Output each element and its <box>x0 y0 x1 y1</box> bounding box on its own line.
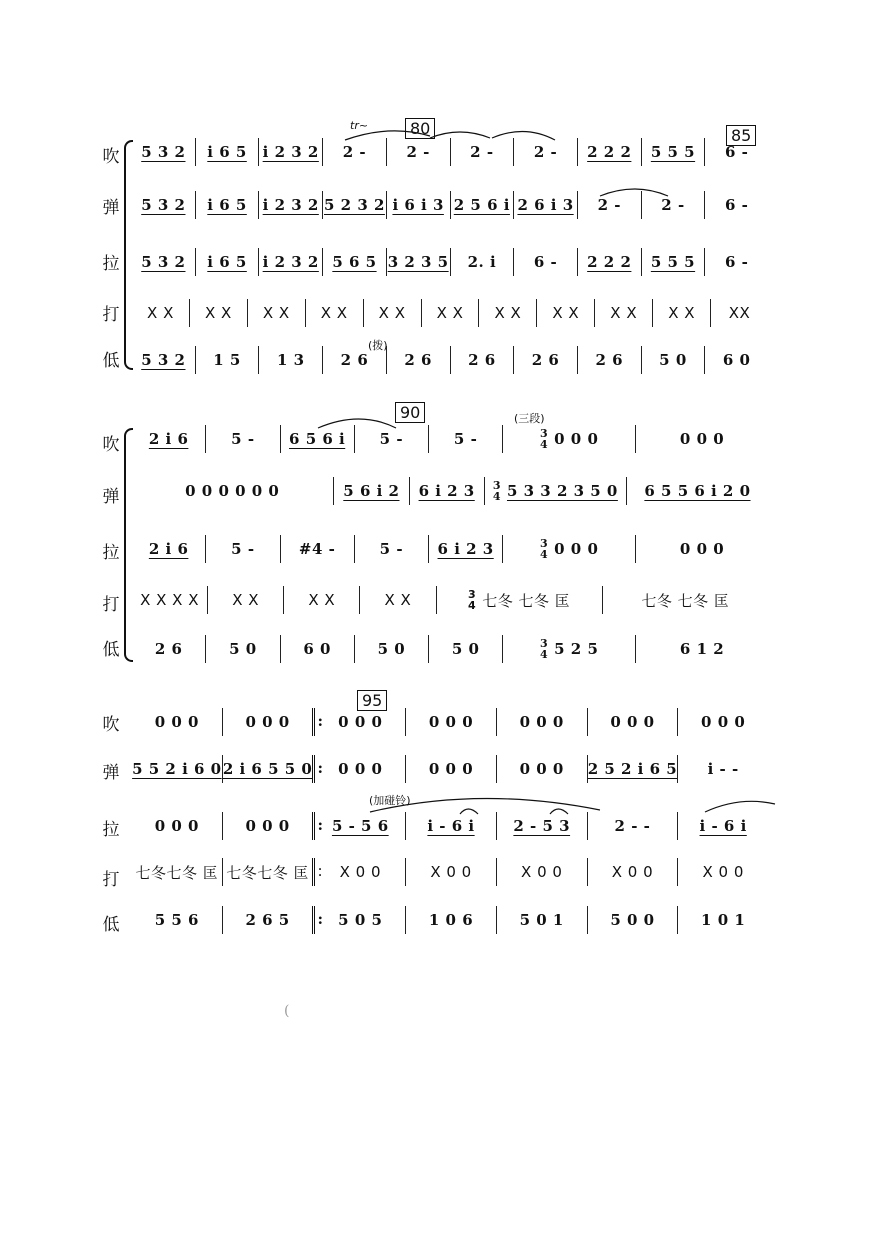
measure: 2. i <box>450 248 514 276</box>
measure: 5 5 5 <box>641 248 705 276</box>
measure: 2 - <box>322 138 386 166</box>
measure: X X <box>147 304 174 322</box>
measure: 1 3 <box>258 346 322 374</box>
instrument-label-bowed: 拉 <box>102 543 120 563</box>
measure: 0 0 0 <box>635 425 768 453</box>
measure: 七冬七冬 匡 <box>135 863 219 882</box>
measure: 2 - <box>386 138 450 166</box>
measure: X X <box>536 299 594 327</box>
measure: 5 0 <box>641 346 705 374</box>
measure: X X <box>363 299 421 327</box>
measure: X 0 0 <box>677 858 768 886</box>
measure: 5 3 2 <box>141 253 186 271</box>
measure: 0 0 0 0 0 0 <box>185 482 280 500</box>
measure: X X <box>421 299 479 327</box>
measure: 2 2 2 <box>577 248 641 276</box>
measure: 6 - <box>704 138 768 166</box>
instrument-label-plucked: 弹 <box>102 198 120 218</box>
instrument-label-bowed: 拉 <box>102 254 120 274</box>
measure: 5 0 <box>428 635 502 663</box>
measure: X 0 0 <box>496 858 587 886</box>
measure: 0 0 0 <box>635 535 768 563</box>
measure: i 2 3 2 <box>258 191 322 219</box>
measure: 2 6 <box>450 346 514 374</box>
instrument-label-bass: 低 <box>102 640 120 660</box>
measure: 2 i 6 <box>148 430 189 448</box>
measure: 5 3 2 <box>141 196 186 214</box>
instrument-label-percussion: 打 <box>102 305 120 325</box>
measure: 6 0 <box>280 635 354 663</box>
measure: 0 0 0 <box>677 708 768 736</box>
measure: X X <box>247 299 305 327</box>
measure: 5 5 2 i 6 0 <box>132 760 222 778</box>
trill-mark: tr~ <box>350 119 369 132</box>
measure: 6 0 <box>704 346 768 374</box>
measure: 2 - - <box>587 812 678 840</box>
part-row-bowed <box>132 812 768 840</box>
measure: 0 0 0 <box>587 708 678 736</box>
time-signature: 3 4 <box>539 637 549 661</box>
rehearsal-mark-80: 80 <box>405 118 435 139</box>
measure: 2 6 <box>322 346 386 374</box>
measure: 七冬七冬 匡 <box>222 858 313 886</box>
measure: X X <box>478 299 536 327</box>
section-annotation: (三段) <box>514 412 545 425</box>
measure: 5 6 5 <box>322 248 386 276</box>
time-signature: 3 4 <box>492 479 501 503</box>
measure: X 0 0 <box>405 858 496 886</box>
measure: 3 4 5 3 3 2 3 5 0 <box>484 477 626 505</box>
measure: 2 6 <box>154 640 183 658</box>
measure: 3 2 3 5 <box>386 248 450 276</box>
measure: 2 i 6 5 5 0 <box>222 755 313 783</box>
instrument-label-plucked: 弹 <box>102 763 120 783</box>
measure: 6 1 2 <box>635 635 768 663</box>
instrument-label-percussion: 打 <box>102 870 120 890</box>
pluck-annotation: (拨) <box>368 339 388 352</box>
measure: 5 0 <box>205 635 279 663</box>
measure: 5 0 0 <box>587 906 678 934</box>
measure: 1 5 <box>195 346 259 374</box>
rehearsal-mark-85: 85 <box>726 125 756 146</box>
bell-annotation: (加碰铃) <box>369 794 411 807</box>
measure: 2 5 6 i <box>450 191 514 219</box>
measure: 2 6 <box>386 346 450 374</box>
measure: 5 - <box>205 535 279 563</box>
rehearsal-mark-90: 90 <box>395 402 425 423</box>
part-row-plucked <box>132 755 768 783</box>
time-signature: 3 4 <box>468 588 477 612</box>
measure: 6 - <box>704 248 768 276</box>
measure: 0 0 0 <box>496 755 587 783</box>
measure: X X <box>189 299 247 327</box>
instrument-label-wind: 吹 <box>102 435 120 455</box>
time-signature: 3 4 <box>539 537 549 561</box>
measure: 6 i 2 3 <box>409 477 484 505</box>
rehearsal-mark-95: 95 <box>357 690 387 711</box>
part-row-wind <box>132 708 768 736</box>
measure: 七冬 七冬 匡 <box>602 586 768 614</box>
measure: 5 5 6 <box>154 911 199 929</box>
measure: i - - <box>677 755 768 783</box>
time-signature: 3 4 <box>539 427 549 451</box>
measure: 6 5 5 6 i 2 0 <box>626 477 768 505</box>
measure: i 6 5 <box>195 191 259 219</box>
measure: 2 - <box>577 191 641 219</box>
measure: X X <box>283 586 359 614</box>
measure: 2 - <box>641 191 705 219</box>
instrument-label-plucked: 弹 <box>102 487 120 507</box>
measure: i 6 i 3 <box>386 191 450 219</box>
measure: 2 5 2 i 6 5 <box>587 755 678 783</box>
measure: 5 - <box>428 425 502 453</box>
repeat-sign-measure: : 5 0 5 <box>312 906 405 934</box>
measure: X X <box>359 586 435 614</box>
measure: 0 0 0 <box>154 817 199 835</box>
measure: X X X X <box>140 591 200 609</box>
measure: 2 6 i 3 <box>513 191 577 219</box>
instrument-label-wind: 吹 <box>102 147 120 167</box>
measure: 2 2 2 <box>577 138 641 166</box>
measure: 0 0 0 <box>496 708 587 736</box>
measure: 5 - <box>354 425 428 453</box>
measure: i - 6 i <box>677 812 768 840</box>
measure: 5 - <box>205 425 279 453</box>
measure: 0 0 0 <box>405 708 496 736</box>
measure: 3 4 七冬 七冬 匡 <box>436 586 602 614</box>
measure: #4 - <box>280 535 354 563</box>
measure: 5 3 2 <box>141 351 186 369</box>
measure: 5 2 3 2 <box>322 191 386 219</box>
measure: X X <box>652 299 710 327</box>
measure: 3 4 0 0 0 <box>502 535 635 563</box>
measure: 2 - <box>513 138 577 166</box>
measure: 0 0 0 <box>405 755 496 783</box>
measure: 6 i 2 3 <box>428 535 502 563</box>
measure: 2 6 <box>513 346 577 374</box>
measure: 5 6 i 2 <box>333 477 408 505</box>
measure: 5 5 5 <box>641 138 705 166</box>
measure: 2 6 <box>577 346 641 374</box>
repeat-sign-measure: : 0 0 0 <box>312 708 405 736</box>
measure: 0 0 0 <box>222 812 313 840</box>
measure: 6 5 6 i <box>280 425 354 453</box>
measure: XX <box>710 299 768 327</box>
measure: i 2 3 2 <box>258 248 322 276</box>
instrument-label-bowed: 拉 <box>102 820 120 840</box>
measure: i - 6 i <box>405 812 496 840</box>
measure: i 2 3 2 <box>258 138 322 166</box>
measure: 2 - <box>450 138 514 166</box>
measure: 2 6 5 <box>222 906 313 934</box>
measure: i 6 5 <box>195 138 259 166</box>
instrument-label-wind: 吹 <box>102 715 120 735</box>
measure: i 6 5 <box>195 248 259 276</box>
measure: X 0 0 <box>587 858 678 886</box>
measure: 5 0 <box>354 635 428 663</box>
measure: X X <box>305 299 363 327</box>
part-row-bass <box>132 906 768 934</box>
instrument-label-percussion: 打 <box>102 595 120 615</box>
measure: 5 - <box>354 535 428 563</box>
measure: 2 i 6 <box>148 540 189 558</box>
measure: 3 4 0 0 0 <box>502 425 635 453</box>
measure: 5 0 1 <box>496 906 587 934</box>
measure: 3 4 5 2 5 <box>502 635 635 663</box>
measure: 1 0 6 <box>405 906 496 934</box>
measure: 5 3 2 <box>141 143 186 161</box>
instrument-label-bass: 低 <box>102 351 120 371</box>
measure: X X <box>207 586 283 614</box>
measure: X X <box>594 299 652 327</box>
repeat-sign-measure: : 0 0 0 <box>312 755 405 783</box>
repeat-sign-measure: : X 0 0 <box>312 858 405 886</box>
measure: 2 - 5 3 <box>496 812 587 840</box>
stray-mark: ( <box>284 1003 290 1019</box>
measure: 0 0 0 <box>154 713 199 731</box>
instrument-label-bass: 低 <box>102 915 120 935</box>
repeat-sign-measure: : 5 - 5 6 <box>312 812 405 840</box>
measure: 6 - <box>704 191 768 219</box>
measure: 0 0 0 <box>222 708 313 736</box>
measure: 6 - <box>513 248 577 276</box>
part-row-percussion <box>132 858 768 886</box>
measure: 1 0 1 <box>677 906 768 934</box>
